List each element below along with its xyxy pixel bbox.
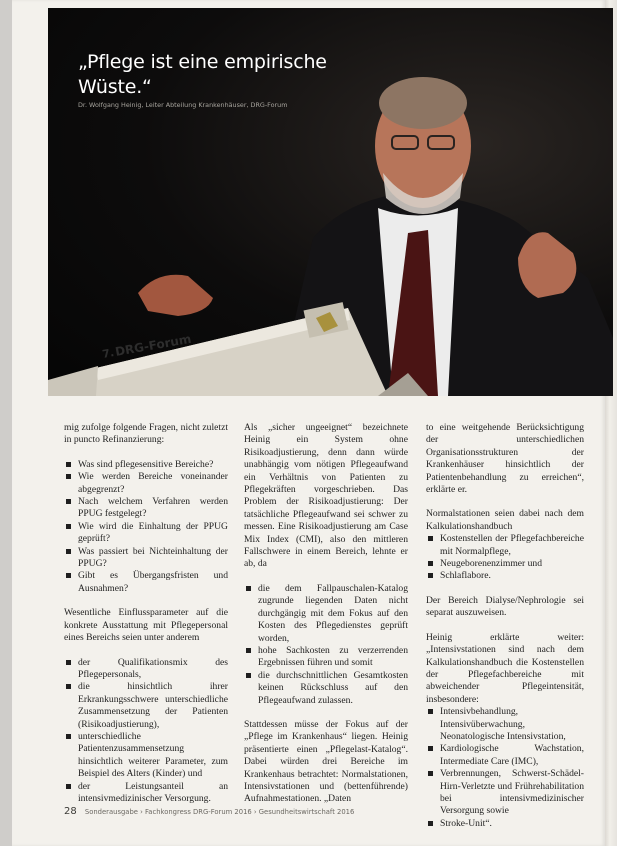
- list-item: der Qualifikationsmix des Pflegepersonals,: [64, 657, 228, 682]
- footer-text: Sonderausgabe › Fachkongress DRG-Forum 2016 › Gesundheitswirtschaft 2016: [84, 808, 355, 816]
- list-item: Verbrennungen, Schwerst-Schädel-Hirn-Verletzte und Frührehabilitation bei intensivmedizinischer Versorgung sowie: [426, 768, 584, 818]
- list-item: Neugeborenenzimmer und: [426, 558, 584, 570]
- list-item: Wie wird die Einhaltung der PPUG geprüft?: [64, 521, 228, 546]
- podium-label: DRG-Forum: [114, 331, 193, 359]
- intensive-station-list: [426, 706, 584, 830]
- page-footer: [64, 806, 354, 817]
- list-item: Stroke-Unit“.: [426, 818, 584, 830]
- list-item: Schlaflabore.: [426, 570, 584, 582]
- list-item: hohe Sachkosten zu verzerrenden Ergebnissen führen und somit: [244, 645, 408, 670]
- list-item: Nach welchem Verfahren werden PPUG festgelegt?: [64, 496, 228, 521]
- list-item: Was passiert bei Nichteinhaltung der PPUG?: [64, 546, 228, 571]
- list-item: der Leistungsanteil an intensivmedizinischer Versorgung.: [64, 781, 228, 806]
- list-item: Wie werden Bereiche voneinander abgegrenzt?: [64, 471, 228, 496]
- photo-caption: Dr. Wolfgang Heinig, Leiter Abteilung Krankenhäuser, DRG-Forum: [78, 101, 288, 109]
- column3-paragraph: Der Bereich Dialyse/Nephrologie sei separat auszuweisen.: [426, 594, 584, 619]
- question-list: [64, 459, 228, 595]
- column2-paragraph: Als „sicher ungeeignet“ bezeichnete Heinig ein System ohne Risikoadjustierung, denn dann würde unabhängig vom nötigen Pflegeaufwand ein Verhältnis von Patienten zu Pflegekräften vorgeschrieben. Das Problem der Risikoadjustierung: Der tatsächliche Pflegeaufwand sei schwer zu messen. Eine Risikoadjustierung am Case Mix Index (CMI), also den mittleren Fallschwere in einem Bereich, lehnte er ab, da: [244, 422, 408, 570]
- list-item: unterschiedliche Patientenzusammensetzung hinsichtlich weiterer Parameter, zum Beispiel des Alters (Kinder) und: [64, 731, 228, 781]
- normal-station-list: [426, 533, 584, 583]
- page-number: 28: [64, 806, 77, 817]
- column2-paragraph: Stattdessen müsse der Fokus auf der „Pflege im Krankenhaus“ liegen. Heinig präsentierte einen „Pflegelast-Katalog“. Dabei würden drei Bereiche im Krankenhaus betrachtet: Normalstationen, Intensivstationen und (bettenführende) Aufnahmestationen. „Daten: [244, 718, 408, 805]
- column1-paragraph: Wesentliche Einflussparameter auf die konkrete Ausstattung mit Pflegepersonal eines Bereichs seien unter anderem: [64, 607, 228, 644]
- column3-paragraph: Normalstationen seien dabei nach dem Kalkulationshandbuch: [426, 508, 584, 532]
- list-item: Gibt es Übergangsfristen und Ausnahmen?: [64, 570, 228, 595]
- list-item: die durchschnittlichen Gesamtkosten keinen Rückschluss auf den Pflegeaufwand zulassen.: [244, 670, 408, 707]
- list-item: die hinsichtlich ihrer Erkrankungsschwere unterschiedliche Zusammensetzung der Patienten (Risikoadjustierung),: [64, 681, 228, 731]
- speaker-photo: [48, 8, 613, 396]
- text-column-2: [244, 422, 408, 818]
- parameter-list: [64, 657, 228, 806]
- list-item: die dem Fallpauschalen-Katalog zugrunde liegenden Daten nicht durchgängig mit dem Fokus auf den Kosten des Pflegedienstes geprüft worden,: [244, 583, 408, 645]
- list-item: Kostenstellen der Pflegefachbereiche mit Normalpflege,: [426, 533, 584, 558]
- list-item: Intensivbehandlung, Intensivüberwachung, Neonatologische Intensivstation,: [426, 706, 584, 743]
- headline-quote: „Pflege ist eine empirische Wüste.“: [78, 51, 327, 98]
- text-column-3: [426, 422, 584, 842]
- column3-paragraph: Heinig erklärte weiter: „Intensivstationen sind nach dem Kalkulationshandbuch die Kostenstellen der Pflegefachbereiche mit abweichender Pflegeintensität, insbesondere:: [426, 631, 584, 705]
- column3-paragraph: to eine weitgehende Berücksichtigung der unterschiedlichen Organisationsstrukturen der Krankenhäuser hinsichtlich der Patientenbehandlung zu erreichen“, erklärte er.: [426, 422, 584, 496]
- list-item: Kardiologische Wachstation, Intermediate Care (IMC),: [426, 743, 584, 768]
- column1-intro: mig zufolge folgende Fragen, nicht zuletzt in puncto Refinanzierung:: [64, 422, 228, 446]
- reason-list: [244, 583, 408, 707]
- list-item: Was sind pflegesensitive Bereiche?: [64, 459, 228, 471]
- podium-number: 7.: [101, 346, 116, 361]
- text-column-1: [64, 422, 228, 817]
